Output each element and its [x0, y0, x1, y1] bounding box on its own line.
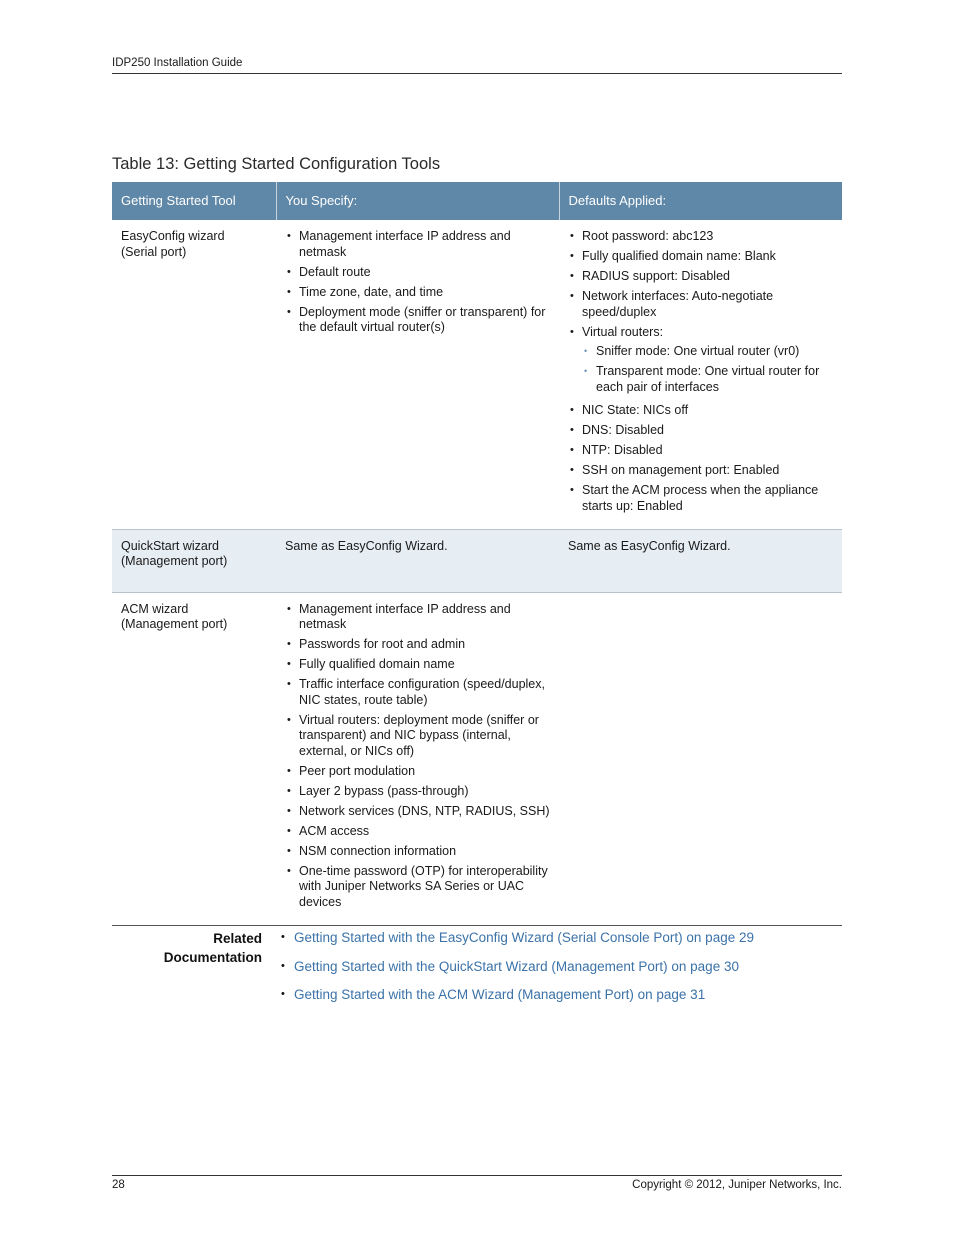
- list-item: • Default route: [285, 265, 550, 281]
- list-item: • NTP: Disabled: [568, 443, 833, 459]
- table-header-row: [112, 182, 842, 220]
- list-item: • Fully qualified domain name: [285, 657, 550, 673]
- list-item: • Peer port modulation: [285, 764, 550, 780]
- specify-list: [285, 602, 550, 911]
- tool-cell: ACM wizard (Management port): [112, 592, 276, 925]
- link-quickstart-wizard[interactable]: Getting Started with the QuickStart Wizard (Management Port) on page 30: [294, 958, 739, 974]
- related-link-item: [281, 986, 754, 1015]
- list-item: • RADIUS support: Disabled: [568, 269, 833, 285]
- specify-list: [285, 229, 550, 336]
- tool-cell: QuickStart wizard (Management port): [112, 529, 276, 592]
- list-item-virtual-routers: [568, 325, 833, 396]
- list-item: • Layer 2 bypass (pass-through): [285, 784, 550, 800]
- doc-title: IDP250 Installation Guide: [112, 57, 243, 69]
- virtual-routers-sublist: [582, 344, 833, 395]
- list-item: • Traffic interface configuration (speed/duplex, NIC states, route table): [285, 677, 550, 708]
- list-item: • Root password: abc123: [568, 229, 833, 245]
- list-item: • ACM access: [285, 824, 550, 840]
- list-item: • Time zone, date, and time: [285, 285, 550, 301]
- list-item: • SSH on management port: Enabled: [568, 463, 833, 479]
- list-item-label: Virtual routers:: [582, 324, 664, 339]
- list-item: • NIC State: NICs off: [568, 403, 833, 419]
- related-link-item: [281, 958, 754, 987]
- list-item: • Start the ACM process when the appliance starts up: Enabled: [568, 483, 833, 514]
- specify-cell: Same as EasyConfig Wizard.: [276, 529, 559, 592]
- specify-cell: [276, 220, 559, 529]
- link-acm-wizard[interactable]: Getting Started with the ACM Wizard (Management Port) on page 31: [294, 987, 706, 1002]
- related-label-line: Related: [213, 931, 262, 946]
- list-item: • DNS: Disabled: [568, 423, 833, 439]
- related-documentation-label: [112, 929, 262, 967]
- table-row-acm: [112, 592, 842, 925]
- list-item: • Network interfaces: Auto-negotiate speed/duplex: [568, 289, 833, 320]
- page-footer: [112, 1175, 842, 1191]
- list-item: • Management interface IP address and netmask: [285, 229, 550, 260]
- link-easyconfig-wizard[interactable]: Getting Started with the EasyConfig Wizard (Serial Console Port) on page 29: [294, 930, 754, 945]
- defaults-list: [568, 229, 833, 514]
- related-links-list: [281, 929, 754, 1015]
- column-header-defaults: Defaults Applied:: [559, 182, 842, 220]
- sub-list-item: • Sniffer mode: One virtual router (vr0): [582, 344, 833, 360]
- sub-list-item: • Transparent mode: One virtual router for each pair of interfaces: [582, 364, 833, 395]
- list-item: • Virtual routers: deployment mode (sniffer or transparent) and NIC bypass (internal, external, or NICs off): [285, 713, 550, 760]
- related-label-line: Documentation: [163, 950, 262, 965]
- table-row-easyconfig: [112, 220, 842, 529]
- column-header-tool: Getting Started Tool: [112, 182, 276, 220]
- list-item: • NSM connection information: [285, 844, 550, 860]
- defaults-cell-empty: [559, 592, 842, 925]
- list-item: • Fully qualified domain name: Blank: [568, 249, 833, 265]
- list-item: • Management interface IP address and netmask: [285, 602, 550, 633]
- defaults-cell: Same as EasyConfig Wizard.: [559, 529, 842, 592]
- list-item: • One-time password (OTP) for interoperability with Juniper Networks SA Series or UAC devices: [285, 864, 550, 911]
- config-tools-table: [112, 182, 842, 926]
- list-item: • Network services (DNS, NTP, RADIUS, SSH): [285, 804, 550, 820]
- defaults-cell: [559, 220, 842, 529]
- tool-cell: EasyConfig wizard (Serial port): [112, 220, 276, 529]
- table-row-quickstart: [112, 529, 842, 592]
- page-header: [112, 57, 842, 74]
- column-header-specify: You Specify:: [276, 182, 559, 220]
- copyright-text: Copyright © 2012, Juniper Networks, Inc.: [632, 1179, 842, 1191]
- table-caption: Table 13: Getting Started Configuration Tools: [112, 155, 441, 173]
- related-link-item: [281, 929, 754, 958]
- specify-cell: [276, 592, 559, 925]
- list-item: • Passwords for root and admin: [285, 637, 550, 653]
- page-number: 28: [112, 1179, 125, 1191]
- list-item: • Deployment mode (sniffer or transparent) for the default virtual router(s): [285, 305, 550, 336]
